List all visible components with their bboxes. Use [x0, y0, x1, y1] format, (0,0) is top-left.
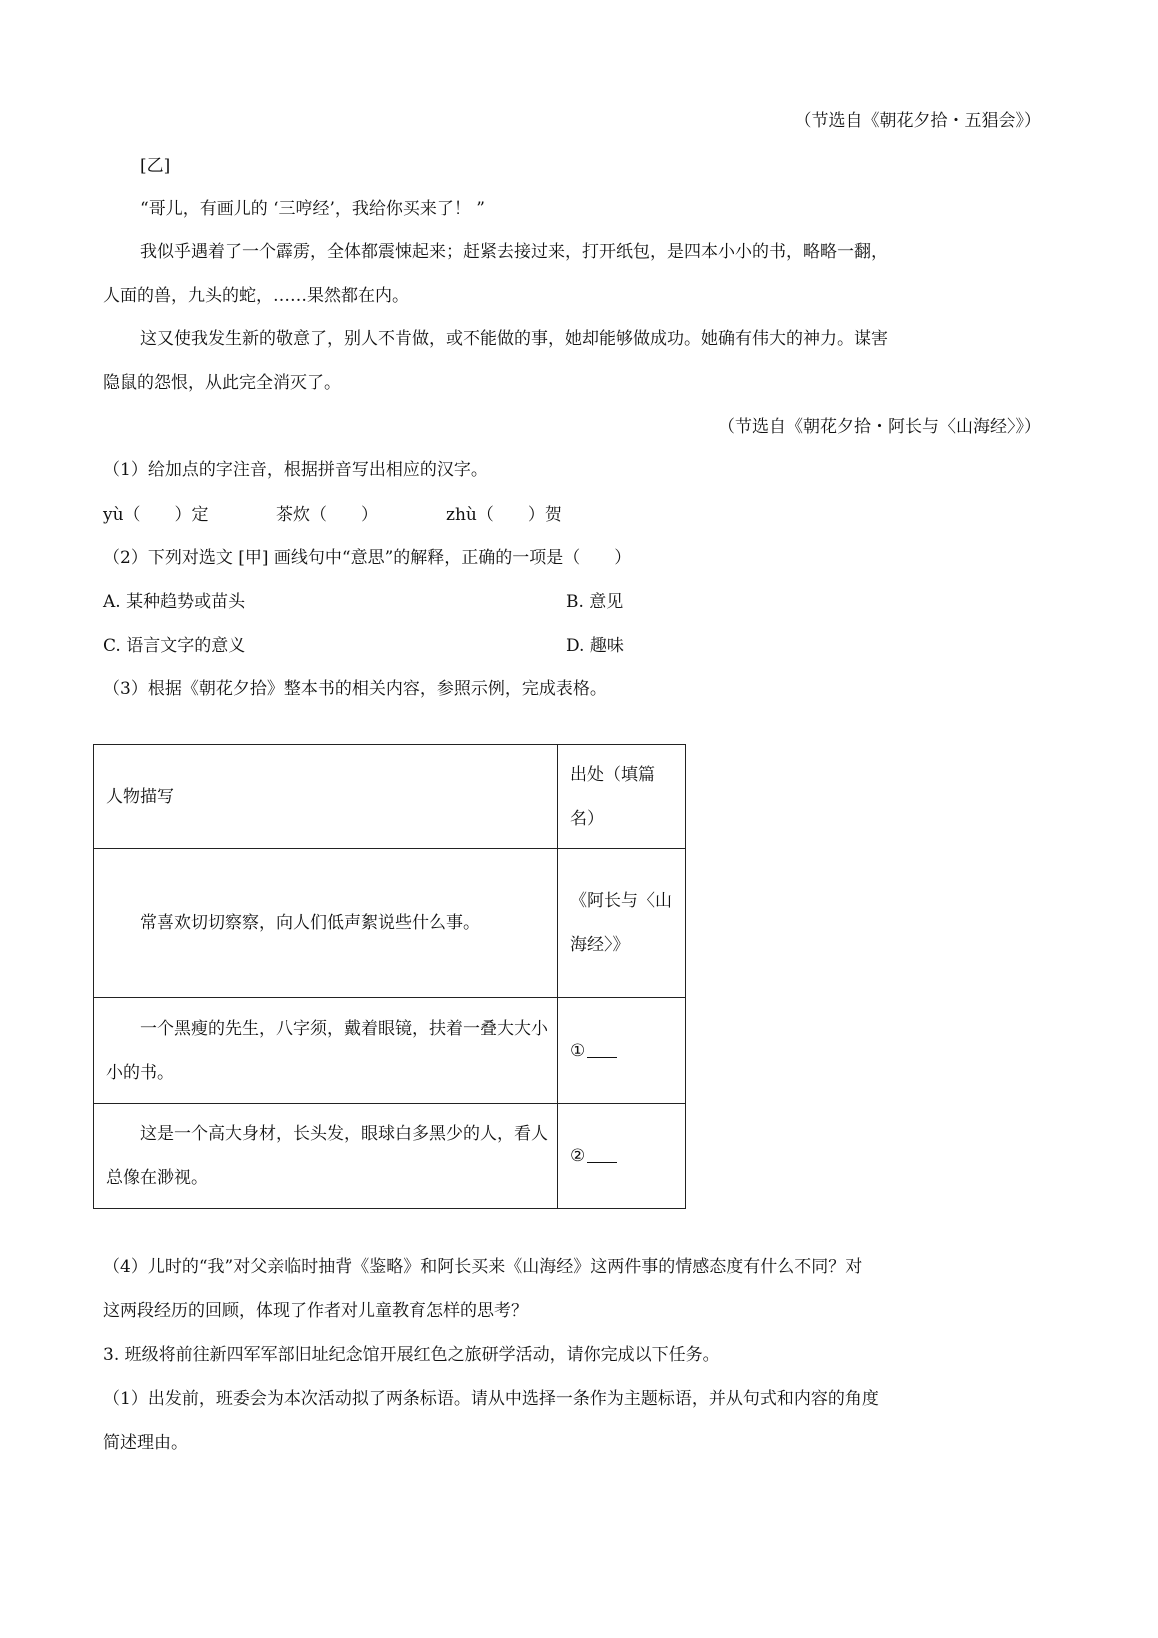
- option-c: C. 语言文字的意义: [103, 636, 246, 656]
- row-2-source: ①: [570, 1040, 586, 1061]
- answer-blank-1[interactable]: [587, 1039, 617, 1058]
- pinyin-item-2: 茶炊（ ）: [276, 505, 378, 525]
- row-1-desc: 常喜欢切切察察，向人们低声絮说些什么事。: [140, 913, 480, 933]
- row-2-source-cell: [558, 998, 686, 1104]
- dialogue-paragraph: “哥儿，有画儿的 ‘三哼经’，我给你买来了！ ”: [140, 199, 485, 219]
- row-3-source: ②: [570, 1146, 586, 1166]
- question-2-prompt: （2）下列对选文 [甲] 画线句中“意思”的解释，正确的一项是（ ）: [103, 548, 632, 568]
- header-source: 出处（填篇名）: [570, 764, 655, 829]
- table-header-row: [94, 745, 686, 849]
- item-3-question-1-line-2: 简述理由。: [103, 1433, 188, 1453]
- header-desc: 人物描写: [106, 786, 174, 807]
- question-1-prompt: （1）给加点的字注音，根据拼音写出相应的汉字。: [103, 460, 488, 480]
- source-citation-jia: （节选自《朝花夕拾・五猖会》）: [794, 111, 1041, 131]
- row-3-source-cell: [558, 1104, 686, 1209]
- header-cell-source: [558, 745, 686, 849]
- row-1-source-cell: [558, 849, 686, 998]
- question-3-prompt: （3）根据《朝花夕拾》整本书的相关内容，参照示例，完成表格。: [103, 679, 607, 699]
- paragraph-3-line-1: 这又使我发生新的敬意了，别人不肯做，或不能做的事，她却能够做成功。她确有伟大的神力。谋害: [140, 329, 888, 349]
- header-cell-desc: [94, 745, 558, 849]
- option-a: A. 某种趋势或苗头: [103, 592, 246, 612]
- section-label-yi: [乙]: [140, 156, 171, 176]
- option-d: D. 趣味: [566, 636, 624, 656]
- row-2-desc: 一个黑瘦的先生，八字须，戴着眼镜，扶着一叠大大小小的书。: [106, 1018, 548, 1083]
- paragraph-3-line-2: 隐鼠的怨恨，从此完全消灭了。: [103, 373, 341, 393]
- row-3-desc-cell: [94, 1104, 558, 1209]
- row-2-desc-cell: [94, 998, 558, 1104]
- answer-blank-2[interactable]: [587, 1144, 617, 1163]
- paragraph-2-line-1: 我似乎遇着了一个霹雳，全体都震悚起来；赶紧去接过来，打开纸包，是四本小小的书，略略一翻，: [140, 242, 888, 262]
- row-1-source: 《阿长与〈山海经〉》: [570, 891, 672, 955]
- table-row: [94, 849, 686, 998]
- item-3-question-1-line-1: （1）出发前，班委会为本次活动拟了两条标语。请从中选择一条作为主题标语，并从句式和内容的角度: [103, 1389, 879, 1409]
- row-3-desc: 这是一个高大身材，长头发，眼球白多黑少的人，看人总像在渺视。: [106, 1124, 548, 1188]
- paragraph-2-line-2: 人面的兽，九头的蛇，……果然都在内。: [103, 286, 409, 306]
- source-citation-yi: （节选自《朝花夕拾・阿长与〈山海经〉》）: [718, 417, 1041, 437]
- item-3-heading: 3. 班级将前往新四军军部旧址纪念馆开展红色之旅研学活动，请你完成以下任务。: [103, 1345, 720, 1365]
- question-4-line-1: （4）儿时的“我”对父亲临时抽背《鉴略》和阿长买来《山海经》这两件事的情感态度有什么不同？对: [103, 1257, 863, 1277]
- pinyin-item-1: yù（ ）定: [103, 505, 209, 525]
- character-table: [93, 744, 686, 1209]
- row-1-desc-cell: [94, 849, 558, 998]
- question-4-line-2: 这两段经历的回顾，体现了作者对儿童教育怎样的思考？: [103, 1301, 528, 1321]
- table-row: [94, 1104, 686, 1209]
- pinyin-item-3: zhù（ ）贺: [446, 505, 562, 525]
- option-b: B. 意见: [566, 592, 624, 612]
- table-row: [94, 998, 686, 1104]
